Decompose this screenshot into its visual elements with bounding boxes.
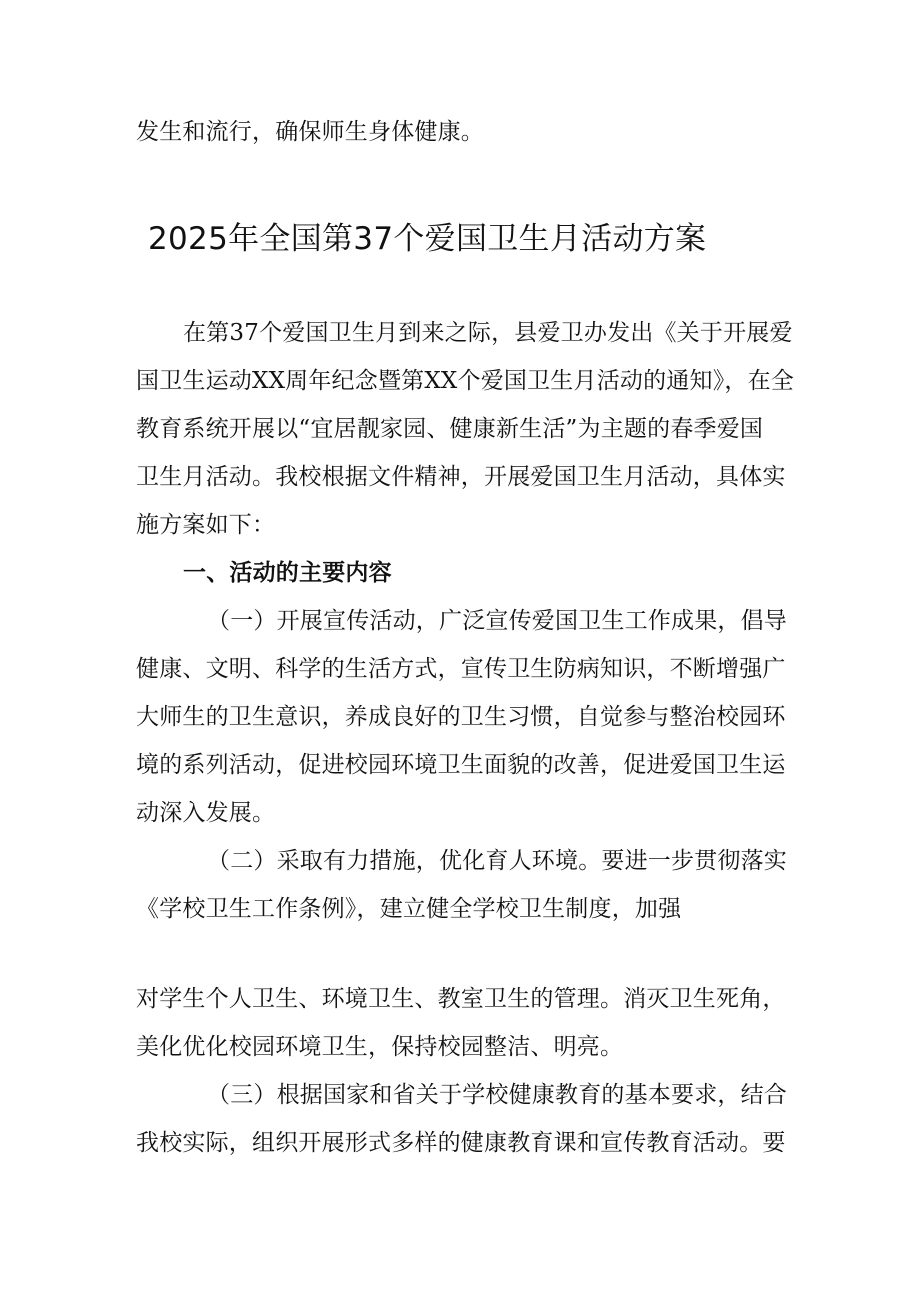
intro-line-2: 国卫生运动XX周年纪念暨第XX个爱国卫生月活动的通知》，在全 — [136, 368, 794, 394]
item2-line-4: 美化优化校园环境卫生，保持校园整洁、明亮。 — [136, 1034, 624, 1060]
intro-line-3: 教育系统开展以“宜居靓家园、健康新生活”为主题的春季爱国 — [136, 416, 764, 442]
item3-line-1: （三）根据国家和省关于学校健康教育的基本要求，结合 — [207, 1082, 787, 1108]
intro-line-4: 卫生月活动。我校根据文件精神，开展爱国卫生月活动，具体实 — [136, 464, 786, 490]
item2-line-3: 对学生个人卫生、环境卫生、教室卫生的管理。消灭卫生死角， — [136, 986, 786, 1012]
item1-line-1: （一）开展宣传活动，广泛宣传爱国卫生工作成果，倡导 — [207, 608, 787, 634]
item2-line-1: （二）采取有力措施，优化育人环境。要进一步贯彻落实 — [207, 848, 787, 874]
continuation-text: 发生和流行，确保师生身体健康。 — [136, 119, 484, 145]
intro-line-1: 在第37个爱国卫生月到来之际，县爱卫办发出《关于开展爱 — [183, 320, 793, 346]
item1-line-2: 健康、文明、科学的生活方式，宣传卫生防病知识，不断增强广 — [136, 656, 786, 682]
item2-line-2: 《学校卫生工作条例》，建立健全学校卫生制度，加强 — [136, 896, 682, 922]
item3-line-2: 我校实际，组织开展形式多样的健康教育课和宣传教育活动。要 — [136, 1130, 786, 1156]
section-heading: 一、活动的主要内容 — [183, 560, 392, 586]
intro-line-5: 施方案如下： — [136, 512, 276, 538]
item1-line-5: 动深入发展。 — [136, 800, 276, 826]
item1-line-4: 境的系列活动，促进校园环境卫生面貌的改善，促进爱国卫生运 — [136, 752, 786, 778]
item1-line-3: 大师生的卫生意识，养成良好的卫生习惯，自觉参与整治校园环 — [136, 704, 786, 730]
document-title: 2025年全国第37个爱国卫生月活动方案 — [148, 221, 707, 257]
